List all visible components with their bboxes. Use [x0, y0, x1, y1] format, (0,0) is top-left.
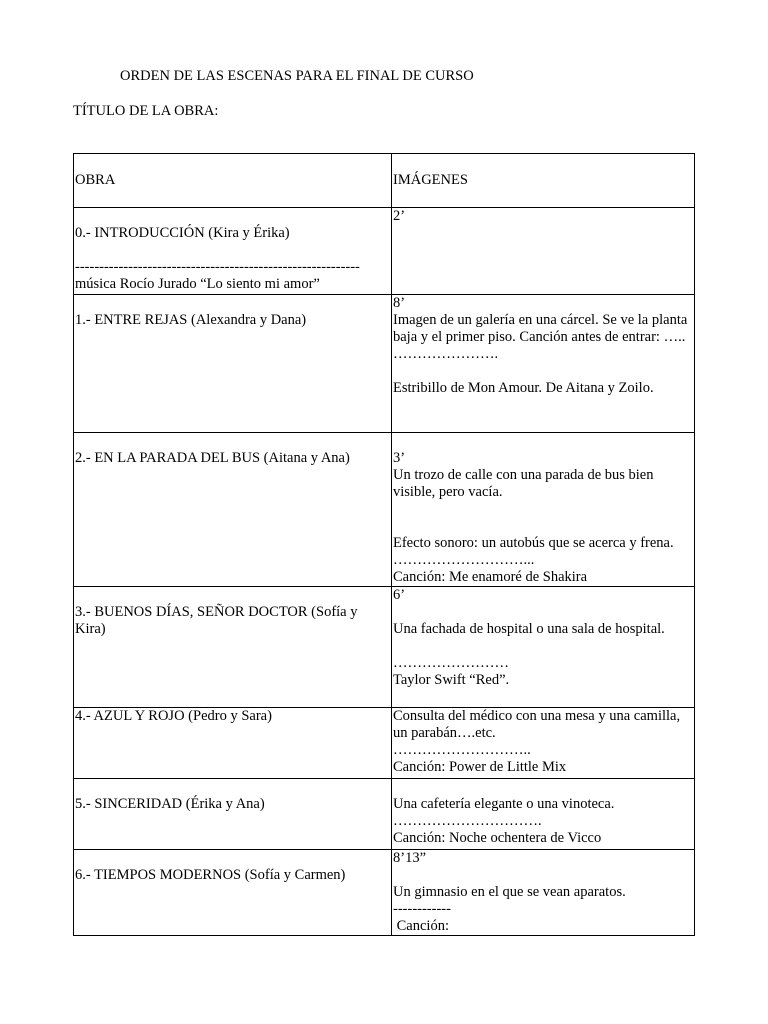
scene-song: Taylor Swift “Red”.: [393, 672, 510, 688]
table-row: [74, 779, 695, 850]
separator-dashes: -----------------------------------------------------------: [75, 259, 360, 275]
table-row: [74, 433, 695, 587]
scene-duration: 2’: [393, 208, 406, 224]
scene-title: 5.- SINCERIDAD (Érika y Ana): [75, 796, 265, 812]
images-cell: [392, 295, 695, 433]
scene-title: 0.- INTRODUCCIÓN (Kira y Érika): [75, 225, 290, 241]
header-obra-label: OBRA: [75, 172, 116, 188]
scene-cell: [74, 779, 392, 850]
header-imagenes-label: IMÁGENES: [393, 172, 468, 188]
scene-title: 2.- EN LA PARADA DEL BUS (Aitana y Ana): [75, 450, 350, 466]
scene-description: Imagen de un galería en una cárcel. Se ve la planta baja y el primer piso. Canción antes de entrar: …..: [393, 312, 688, 345]
scene-song: Canción: Power de Little Mix: [393, 759, 567, 775]
scene-duration: 8’13”: [393, 850, 427, 866]
header-obra: [74, 154, 392, 208]
images-cell: [392, 587, 695, 708]
scene-title: 6.- TIEMPOS MODERNOS (Sofía y Carmen): [75, 867, 346, 883]
table-row: [74, 587, 695, 708]
scene-cell: [74, 708, 392, 779]
images-cell: [392, 708, 695, 779]
play-title-label: TÍTULO DE LA OBRA:: [73, 103, 219, 119]
placeholder-dots: ………………….: [393, 346, 499, 362]
header-imagenes: [392, 154, 695, 208]
table-row: [74, 708, 695, 779]
scene-description: Consulta del médico con una mesa y una camilla, un parabán….etc.: [393, 708, 681, 741]
scene-cell: [74, 587, 392, 708]
scene-title: 1.- ENTRE REJAS (Alexandra y Dana): [75, 312, 307, 328]
table-header-row: [74, 154, 695, 208]
scene-duration: 6’: [393, 587, 406, 603]
scene-song: Canción:: [393, 918, 449, 934]
placeholder-dots: ………………………...: [393, 552, 535, 568]
placeholder-dots: ………………………..: [393, 742, 531, 758]
scene-cell: [74, 208, 392, 295]
scene-song: Canción: Noche ochentera de Vicco: [393, 830, 602, 846]
scene-description: Un gimnasio en el que se vean aparatos.: [393, 884, 626, 900]
table-row: [74, 295, 695, 433]
placeholder-dots: ………………………….: [393, 813, 542, 829]
scene-duration: 8’: [393, 295, 406, 311]
scene-title: 4.- AZUL Y ROJO (Pedro y Sara): [75, 708, 272, 724]
sound-effect: Efecto sonoro: un autobús que se acerca y frena.: [393, 535, 674, 551]
placeholder-dots: ……………………: [393, 655, 509, 671]
images-cell: [392, 433, 695, 587]
table-row: [74, 850, 695, 936]
scene-title: 3.- BUENOS DÍAS, SEÑOR DOCTOR (Sofía y Kira): [75, 604, 358, 637]
scene-cell: [74, 850, 392, 936]
images-cell: [392, 850, 695, 936]
scene-description: Una fachada de hospital o una sala de hospital.: [393, 621, 665, 637]
scene-description: Un trozo de calle con una parada de bus bien visible, pero vacía.: [393, 467, 654, 500]
scene-duration: 3’: [393, 450, 406, 466]
placeholder-dashes: ------------: [393, 901, 451, 917]
scenes-table: [73, 153, 695, 936]
scene-description: Una cafetería elegante o una vinoteca.: [393, 796, 615, 812]
scene-song: Estribillo de Mon Amour. De Aitana y Zoilo.: [393, 380, 654, 396]
scene-cell: [74, 295, 392, 433]
scene-cell: [74, 433, 392, 587]
images-cell: [392, 779, 695, 850]
table-row: [74, 208, 695, 295]
scene-song: Canción: Me enamoré de Shakira: [393, 569, 588, 585]
images-cell: [392, 208, 695, 295]
scene-music: música Rocío Jurado “Lo siento mi amor”: [75, 276, 320, 292]
document-title: ORDEN DE LAS ESCENAS PARA EL FINAL DE CURSO: [120, 68, 474, 84]
